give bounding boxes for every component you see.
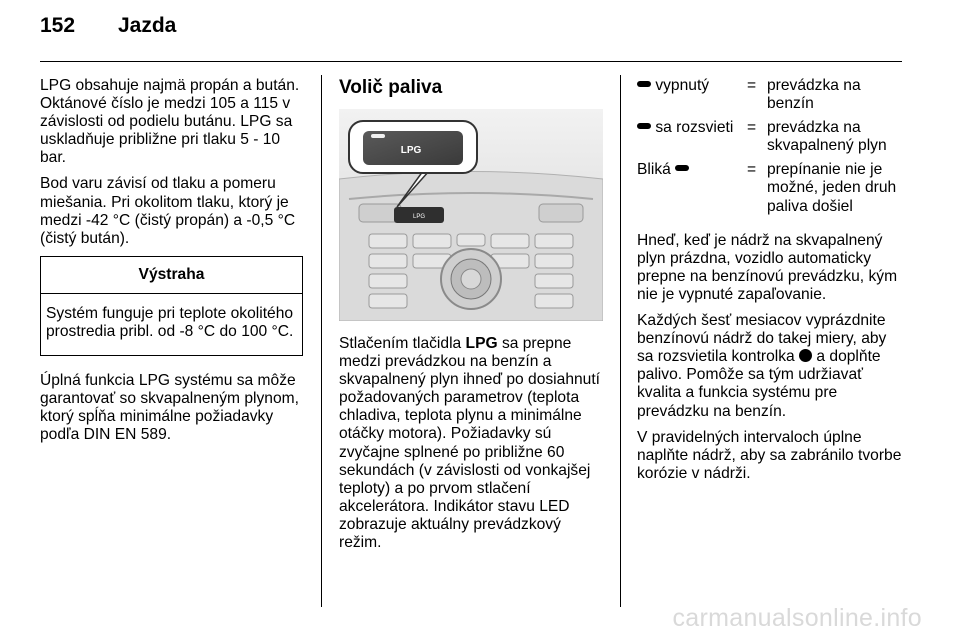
led-indicator-icon xyxy=(637,81,651,87)
led-status-table xyxy=(637,77,905,222)
status-meaning: prevádzka na benzín xyxy=(767,77,861,113)
boiling-point-paragraph: Bod varu závisí od tlaku a pomeru miešania. Pri okolitom tlaku, ktorý je medzi -42 °C (čistý propán) a -0,5 °C (čistý bután). xyxy=(40,175,296,247)
warning-lamp-icon xyxy=(799,349,812,362)
fuel-selector-illustration xyxy=(339,109,603,321)
column-divider-2 xyxy=(620,75,621,607)
corrosion-paragraph: V pravidelných intervaloch úplne naplňte nádrž, aby sa zabránilo tvorbe korózie v nádrži. xyxy=(637,428,902,482)
status-meaning: prepínanie nie je možné, jeden druh paliva došiel xyxy=(767,161,897,215)
column-divider-1 xyxy=(321,75,322,607)
column-3 xyxy=(637,77,905,491)
equals-sign: = xyxy=(747,161,757,179)
status-key xyxy=(637,161,747,221)
chapter-title: Jazda xyxy=(118,14,177,37)
status-key xyxy=(637,77,747,119)
lpg-term: LPG xyxy=(465,335,498,352)
warning-title: Výstraha xyxy=(41,257,302,294)
warning-text: Systém funguje pri teplote okolitého prostredia pribl. od -8 °C do 100 °C. xyxy=(46,304,294,340)
lpg-button-paragraph xyxy=(339,335,605,552)
text-run: Stlačením tlačidla xyxy=(339,335,466,352)
warning-box xyxy=(40,256,303,356)
text-run: Každých šesť mesiacov vyprázdnite benzínovú nádrž do takej miery, aby sa rozsvietila kontrolka xyxy=(637,312,887,366)
six-month-paragraph xyxy=(637,312,905,421)
table-row xyxy=(637,77,905,119)
lpg-button-label: LPG xyxy=(400,145,422,156)
svg-text:LPG: LPG xyxy=(412,214,426,220)
header-rule xyxy=(40,61,902,62)
led-indicator-icon xyxy=(675,165,689,171)
status-key xyxy=(637,119,747,161)
text-run: a doplňte palivo. Pomôže sa tým udržiavať kvalita a funkcia systému pre prevádzku na benzín. xyxy=(637,348,881,420)
table-row xyxy=(637,161,905,221)
equals-sign: = xyxy=(747,119,757,137)
text-run: sa prepne medzi prevádzkou na benzín a skvapalnený plyn ihneď po dosiahnutí požadovaných parametrov (teplota chladiva, teplota plynu a minimálne otáčky motora). Požiadavky sú zvyčajne splnené po približne 60 sekundách (v závislosti od vonkajšej teploty) a po prvom stlačení akcelerátora. Indikátor stavu LED zobrazuje aktuálny prevádzkový režim. xyxy=(339,335,600,552)
status-meaning: prevádzka na skvapalnený plyn xyxy=(767,119,887,155)
led-indicator-icon xyxy=(637,123,651,129)
din-standard-paragraph: Úplná funkcia LPG systému sa môže garantovať so skvapalneným plynom, ktorý spĺňa minimálne požiadavky podľa DIN EN 589. xyxy=(40,372,299,444)
watermark: carmanualsonline.info xyxy=(672,604,922,632)
lpg-composition-paragraph: LPG obsahuje najmä propán a bután. Oktánové číslo je medzi 105 a 115 v závislosti od podielu butánu. LPG sa uskladňuje približne pri tlaku 5 - 10 bar. xyxy=(40,77,300,167)
table-row xyxy=(637,119,905,161)
column-1 xyxy=(40,77,308,452)
text-run: Bliká xyxy=(637,161,676,179)
column-2 xyxy=(339,77,605,560)
equals-sign: = xyxy=(747,77,757,94)
text-run: sa rozsvieti xyxy=(651,119,734,137)
empty-tank-paragraph: Hneď, keď je nádrž na skvapalnený plyn prázdna, vozidlo automaticky prepne na benzínovú prevádzku, kým nie je vypnuté zapaľovanie. xyxy=(637,231,898,303)
section-heading: Volič paliva xyxy=(339,77,443,98)
page-number: 152 xyxy=(40,14,76,37)
text-run: vypnutý xyxy=(651,77,710,94)
